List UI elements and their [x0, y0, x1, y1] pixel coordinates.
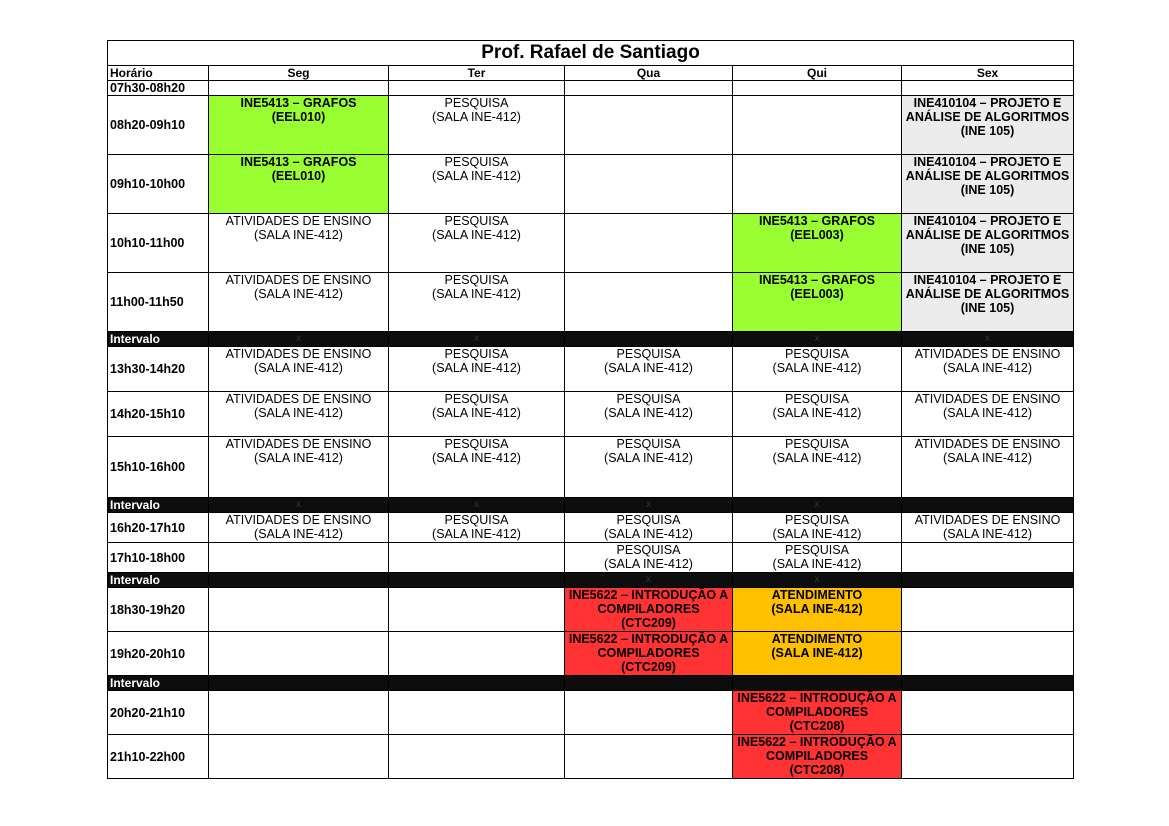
cell-sex	[902, 155, 1074, 214]
cell-text-line: (SALA INE-412)	[254, 527, 343, 541]
cell-qua	[565, 81, 733, 96]
break-mark: x	[209, 498, 389, 513]
cell-text-line: PESQUISA	[785, 513, 849, 527]
time-slot: 19h20-20h10	[108, 632, 209, 676]
time-slot: 17h10-18h00	[108, 543, 209, 573]
cell-sex	[902, 96, 1074, 155]
break-mark: x	[389, 498, 565, 513]
cell-text-line: PESQUISA	[785, 543, 849, 557]
time-slot: 13h30-14h20	[108, 347, 209, 392]
break-mark	[902, 498, 1074, 513]
cell-qua	[565, 691, 733, 735]
cell-ter	[389, 347, 565, 392]
cell-ter	[389, 437, 565, 498]
cell-text-line: COMPILADORES	[597, 646, 700, 660]
cell-seg	[209, 392, 389, 437]
cell-qui	[733, 588, 902, 632]
cell-qua	[565, 632, 733, 676]
cell-text-line: PESQUISA	[616, 543, 681, 557]
schedule-row	[108, 155, 1074, 214]
cell-qua	[565, 273, 733, 332]
header-day-ter: Ter	[389, 66, 565, 81]
cell-text-line: (SALA INE-412)	[254, 406, 343, 420]
schedule-row	[108, 543, 1074, 573]
cell-seg	[209, 347, 389, 392]
cell-text-line: (SALA INE-412)	[604, 527, 693, 541]
cell-text-line: (EEL003)	[790, 287, 844, 301]
cell-sex	[902, 735, 1074, 779]
time-slot: 10h10-11h00	[108, 214, 209, 273]
cell-text-line: INE410104 – PROJETO E	[913, 155, 1062, 169]
schedule-row	[108, 588, 1074, 632]
cell-ter	[389, 273, 565, 332]
break-label: Intervalo	[108, 498, 209, 513]
cell-text-line: (SALA INE-412)	[604, 451, 693, 465]
cell-text-line: ANÁLISE DE ALGORITMOS	[905, 287, 1070, 301]
time-slot: 14h20-15h10	[108, 392, 209, 437]
cell-text-line: ATENDIMENTO	[771, 588, 863, 602]
cell-text-line: (INE 105)	[960, 301, 1015, 315]
cell-text-line: COMPILADORES	[765, 749, 869, 763]
cell-ter	[389, 81, 565, 96]
schedule-row	[108, 81, 1074, 96]
cell-qui	[733, 632, 902, 676]
cell-qui	[733, 155, 902, 214]
cell-qui	[733, 347, 902, 392]
cell-text-line: (CTC209)	[621, 616, 676, 630]
cell-text-line: INE5622 – INTRODUÇÃO A	[737, 691, 897, 705]
cell-text-line: PESQUISA	[444, 214, 509, 228]
cell-ter	[389, 632, 565, 676]
cell-text-line: ATIVIDADES DE ENSINO	[914, 437, 1061, 451]
cell-qui	[733, 214, 902, 273]
cell-sex	[902, 543, 1074, 573]
header-row	[108, 66, 1074, 81]
cell-qua	[565, 96, 733, 155]
cell-text-line: (INE 105)	[960, 124, 1015, 138]
cell-text-line: ATIVIDADES DE ENSINO	[225, 273, 372, 287]
time-slot: 08h20-09h10	[108, 96, 209, 155]
cell-text-line: PESQUISA	[444, 155, 509, 169]
time-slot: 16h20-17h10	[108, 513, 209, 543]
cell-text-line: PESQUISA	[444, 347, 509, 361]
cell-text-line: ATIVIDADES DE ENSINO	[914, 513, 1061, 527]
cell-text-line: (EEL010)	[271, 110, 326, 124]
cell-text-line: (SALA INE-412)	[432, 406, 521, 420]
cell-qui	[733, 273, 902, 332]
schedule-table	[107, 40, 1074, 779]
cell-qua	[565, 155, 733, 214]
cell-text-line: (EEL003)	[790, 228, 844, 242]
cell-text-line: (SALA INE-412)	[772, 557, 862, 571]
cell-text-line: PESQUISA	[616, 437, 681, 451]
cell-text-line: (SALA INE-412)	[772, 361, 862, 375]
cell-text-line: INE410104 – PROJETO E	[913, 273, 1062, 287]
cell-seg	[209, 543, 389, 573]
cell-text-line: PESQUISA	[444, 392, 509, 406]
time-slot: 09h10-10h00	[108, 155, 209, 214]
break-mark	[565, 676, 733, 691]
cell-qui	[733, 81, 902, 96]
cell-text-line: (SALA INE-412)	[432, 169, 521, 183]
break-label: Intervalo	[108, 332, 209, 347]
cell-qua	[565, 588, 733, 632]
time-slot: 15h10-16h00	[108, 437, 209, 498]
break-mark: x	[733, 498, 902, 513]
cell-seg	[209, 691, 389, 735]
break-mark: x	[389, 332, 565, 347]
cell-seg	[209, 437, 389, 498]
header-day-qui: Qui	[733, 66, 902, 81]
cell-text-line: (SALA INE-412)	[604, 406, 693, 420]
cell-text-line: PESQUISA	[785, 392, 849, 406]
header-day-qua: Qua	[565, 66, 733, 81]
schedule-row	[108, 735, 1074, 779]
cell-text-line: COMPILADORES	[597, 602, 700, 616]
cell-text-line: ANÁLISE DE ALGORITMOS	[905, 110, 1070, 124]
cell-qui	[733, 543, 902, 573]
cell-text-line: (SALA INE-412)	[604, 557, 693, 571]
cell-text-line: (SALA INE-412)	[943, 406, 1032, 420]
cell-text-line: PESQUISA	[444, 513, 509, 527]
cell-text-line: (SALA INE-412)	[254, 228, 343, 242]
cell-text-line: INE410104 – PROJETO E	[913, 96, 1062, 110]
cell-sex	[902, 81, 1074, 96]
schedule-row	[108, 273, 1074, 332]
cell-ter	[389, 155, 565, 214]
schedule-row	[108, 347, 1074, 392]
break-mark: x	[209, 332, 389, 347]
cell-qui	[733, 96, 902, 155]
cell-text-line: (SALA INE-412)	[254, 451, 343, 465]
cell-qui	[733, 437, 902, 498]
break-mark	[389, 676, 565, 691]
cell-seg	[209, 96, 389, 155]
break-row	[108, 573, 1074, 588]
cell-ter	[389, 214, 565, 273]
cell-text-line: (SALA INE-412)	[771, 646, 863, 660]
cell-text-line: (SALA INE-412)	[943, 527, 1032, 541]
cell-seg	[209, 273, 389, 332]
time-slot: 21h10-22h00	[108, 735, 209, 779]
cell-text-line: PESQUISA	[785, 437, 849, 451]
schedule-row	[108, 691, 1074, 735]
cell-text-line: (SALA INE-412)	[943, 361, 1032, 375]
schedule-row	[108, 632, 1074, 676]
page-title: Prof. Rafael de Santiago	[108, 41, 1074, 66]
break-mark: x	[565, 498, 733, 513]
cell-text-line: ATIVIDADES DE ENSINO	[225, 347, 372, 361]
cell-text-line: PESQUISA	[444, 437, 509, 451]
schedule-row	[108, 214, 1074, 273]
cell-text-line: ATIVIDADES DE ENSINO	[914, 392, 1061, 406]
cell-sex	[902, 588, 1074, 632]
cell-qua	[565, 214, 733, 273]
cell-sex	[902, 347, 1074, 392]
break-mark	[733, 676, 902, 691]
cell-text-line: (SALA INE-412)	[772, 527, 862, 541]
schedule-row	[108, 437, 1074, 498]
cell-seg	[209, 81, 389, 96]
cell-text-line: (INE 105)	[960, 183, 1015, 197]
break-mark	[902, 573, 1074, 588]
cell-text-line: ANÁLISE DE ALGORITMOS	[905, 228, 1070, 242]
cell-sex	[902, 214, 1074, 273]
cell-text-line: PESQUISA	[616, 392, 681, 406]
schedule-row	[108, 392, 1074, 437]
cell-qui	[733, 691, 902, 735]
cell-sex	[902, 513, 1074, 543]
break-mark	[209, 573, 389, 588]
cell-text-line: PESQUISA	[444, 96, 509, 110]
cell-ter	[389, 543, 565, 573]
break-mark: x	[902, 332, 1074, 347]
break-row	[108, 676, 1074, 691]
break-row	[108, 332, 1074, 347]
cell-sex	[902, 273, 1074, 332]
cell-text-line: (SALA INE-412)	[254, 287, 343, 301]
cell-qui	[733, 735, 902, 779]
cell-seg	[209, 632, 389, 676]
cell-sex	[902, 392, 1074, 437]
cell-sex	[902, 632, 1074, 676]
cell-text-line: ATIVIDADES DE ENSINO	[225, 513, 372, 527]
cell-text-line: INE410104 – PROJETO E	[913, 214, 1062, 228]
cell-text-line: (SALA INE-412)	[943, 451, 1032, 465]
cell-text-line: PESQUISA	[616, 513, 681, 527]
header-day-sex: Sex	[902, 66, 1074, 81]
cell-text-line: INE5413 – GRAFOS	[240, 155, 357, 169]
cell-text-line: INE5622 – INTRODUÇÃO A	[737, 735, 897, 749]
cell-text-line: ATIVIDADES DE ENSINO	[914, 347, 1061, 361]
cell-qui	[733, 513, 902, 543]
cell-text-line: (SALA INE-412)	[604, 361, 693, 375]
cell-text-line: PESQUISA	[785, 347, 849, 361]
schedule-row	[108, 96, 1074, 155]
cell-text-line: ANÁLISE DE ALGORITMOS	[905, 169, 1070, 183]
cell-seg	[209, 214, 389, 273]
cell-text-line: INE5413 – GRAFOS	[758, 273, 875, 287]
break-mark	[389, 573, 565, 588]
cell-text-line: (SALA INE-412)	[254, 361, 343, 375]
cell-text-line: ATIVIDADES DE ENSINO	[225, 214, 372, 228]
break-mark	[209, 676, 389, 691]
cell-text-line: (SALA INE-412)	[772, 451, 862, 465]
cell-text-line: INE5622 – INTRODUÇÃO A	[568, 632, 729, 646]
cell-text-line: (SALA INE-412)	[432, 527, 521, 541]
cell-text-line: INE5413 – GRAFOS	[758, 214, 875, 228]
time-slot: 07h30-08h20	[108, 81, 209, 96]
cell-text-line: (CTC208)	[789, 763, 845, 777]
cell-qua	[565, 543, 733, 573]
cell-text-line: (INE 105)	[960, 242, 1015, 256]
cell-text-line: (CTC208)	[789, 719, 845, 733]
break-mark: x	[565, 573, 733, 588]
cell-text-line: (SALA INE-412)	[432, 228, 521, 242]
cell-sex	[902, 691, 1074, 735]
cell-ter	[389, 392, 565, 437]
cell-text-line: (SALA INE-412)	[432, 361, 521, 375]
break-mark: x	[733, 573, 902, 588]
cell-qua	[565, 392, 733, 437]
cell-text-line: ATIVIDADES DE ENSINO	[225, 392, 372, 406]
cell-text-line: (SALA INE-412)	[432, 110, 521, 124]
header-day-seg: Seg	[209, 66, 389, 81]
cell-text-line: COMPILADORES	[765, 705, 869, 719]
cell-text-line: (SALA INE-412)	[771, 602, 863, 616]
cell-seg	[209, 735, 389, 779]
cell-text-line: PESQUISA	[616, 347, 681, 361]
cell-text-line: (SALA INE-412)	[772, 406, 862, 420]
cell-text-line: PESQUISA	[444, 273, 509, 287]
cell-ter	[389, 513, 565, 543]
cell-text-line: (EEL010)	[271, 169, 326, 183]
break-mark	[565, 332, 733, 347]
header-horario: Horário	[108, 66, 209, 81]
break-label: Intervalo	[108, 676, 209, 691]
time-slot: 18h30-19h20	[108, 588, 209, 632]
cell-qua	[565, 513, 733, 543]
cell-qui	[733, 392, 902, 437]
cell-qua	[565, 735, 733, 779]
schedule-row	[108, 513, 1074, 543]
time-slot: 11h00-11h50	[108, 273, 209, 332]
cell-text-line: INE5622 – INTRODUÇÃO A	[568, 588, 729, 602]
cell-ter	[389, 735, 565, 779]
break-mark	[902, 676, 1074, 691]
cell-ter	[389, 691, 565, 735]
break-row	[108, 498, 1074, 513]
cell-ter	[389, 588, 565, 632]
cell-qua	[565, 437, 733, 498]
cell-ter	[389, 96, 565, 155]
cell-seg	[209, 513, 389, 543]
break-label: Intervalo	[108, 573, 209, 588]
cell-seg	[209, 155, 389, 214]
cell-text-line: ATENDIMENTO	[771, 632, 863, 646]
cell-seg	[209, 588, 389, 632]
cell-sex	[902, 437, 1074, 498]
cell-text-line: INE5413 – GRAFOS	[240, 96, 357, 110]
cell-qua	[565, 347, 733, 392]
cell-text-line: (SALA INE-412)	[432, 287, 521, 301]
cell-text-line: ATIVIDADES DE ENSINO	[225, 437, 372, 451]
break-mark: x	[733, 332, 902, 347]
cell-text-line: (SALA INE-412)	[432, 451, 521, 465]
cell-text-line: (CTC209)	[621, 660, 676, 674]
time-slot: 20h20-21h10	[108, 691, 209, 735]
